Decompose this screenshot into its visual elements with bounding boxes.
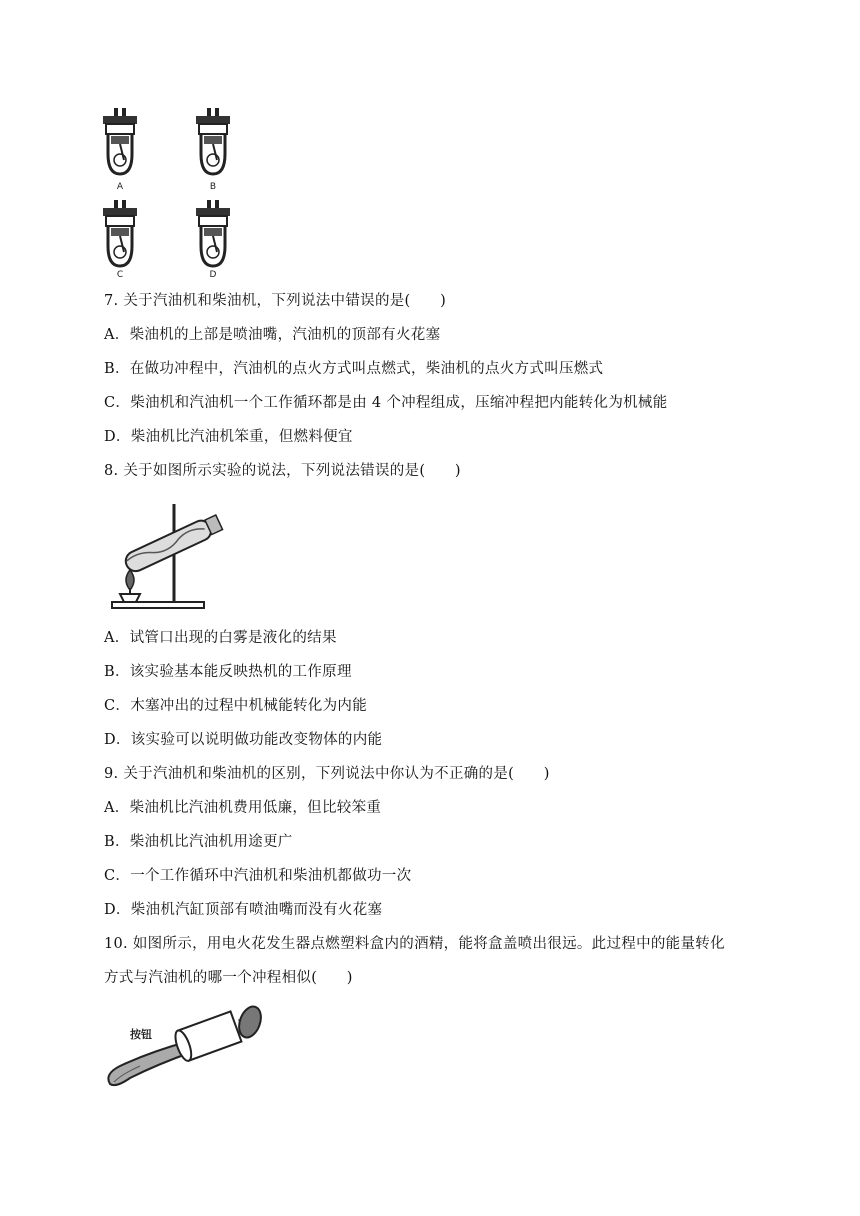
spark-generator-figure	[100, 1002, 270, 1098]
button-label: 按钮	[130, 1028, 152, 1041]
q9-stem: 9. 关于汽油机和柴油机的区别，下列说法中你认为不正确的是( )	[104, 766, 550, 782]
q8-option-a: A．试管口出现的白雾是液化的结果	[104, 630, 337, 646]
q8-stem: 8. 关于如图所示实验的说法，下列说法错误的是( )	[104, 463, 461, 479]
q7-option-d: D．柴油机比汽油机笨重，但燃料便宜	[104, 429, 353, 445]
q8-option-d: D．该实验可以说明做功能改变物体的内能	[104, 732, 383, 748]
q8-option-c: C．木塞冲出的过程中机械能转化为内能	[104, 698, 367, 714]
q9-option-d: D．柴油机汽缸顶部有喷油嘴而没有火花塞	[104, 902, 383, 918]
q7-stem: 7. 关于汽油机和柴油机，下列说法中错误的是( )	[104, 293, 447, 309]
engine-label-a: A	[116, 182, 124, 192]
q9-option-b: B．柴油机比汽油机用途更广	[104, 834, 293, 850]
q10-stem-line2: 方式与汽油机的哪一个冲程相似( )	[104, 970, 353, 986]
q9-option-a: A．柴油机比汽油机费用低廉，但比较笨重	[104, 800, 382, 816]
engine-label-d: D	[209, 270, 217, 280]
test-tube-experiment-figure	[108, 500, 234, 614]
q7-option-b: B．在做功冲程中，汽油机的点火方式叫点燃式，柴油机的点火方式叫压燃式	[104, 361, 604, 377]
q7-option-c: C．柴油机和汽油机一个工作循环都是由 4 个冲程组成，压缩冲程把内能转化为机械能	[104, 395, 668, 411]
q9-option-c: C．一个工作循环中汽油机和柴油机都做功一次	[104, 868, 412, 884]
q10-stem-line1: 10. 如图所示，用电火花发生器点燃塑料盒内的酒精，能将盒盖喷出很远。此过程中的能量转化	[104, 936, 725, 952]
q7-option-a: A．柴油机的上部是喷油嘴，汽油机的顶部有火花塞	[104, 327, 441, 343]
engine-strokes-figure	[100, 108, 260, 284]
test-tube-experiment-drawing	[108, 500, 234, 614]
q8-option-b: B．该实验基本能反映热机的工作原理	[104, 664, 352, 680]
engine-label-b: B	[209, 182, 217, 192]
spark-generator-drawing	[100, 1002, 270, 1098]
engine-label-c: C	[116, 270, 124, 280]
engine-strokes-diagram	[100, 108, 260, 284]
